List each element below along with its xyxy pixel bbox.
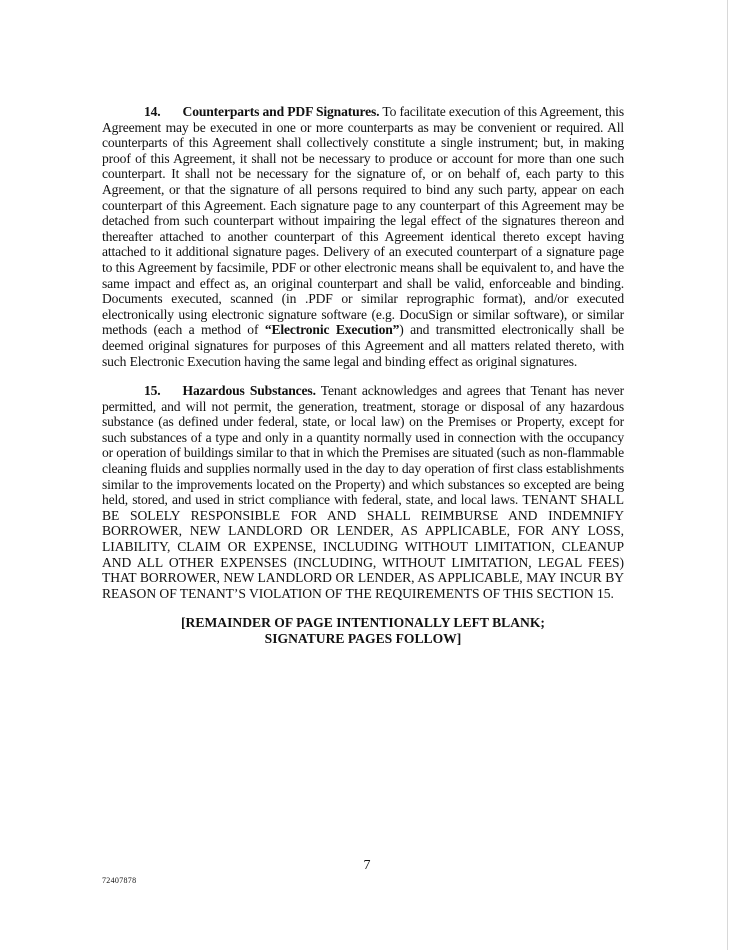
blank-notice-line-1: [REMAINDER OF PAGE INTENTIONALLY LEFT BLANK; bbox=[181, 615, 545, 631]
blank-notice-line-2: SIGNATURE PAGES FOLLOW] bbox=[264, 631, 462, 647]
section-14-heading: Counterparts and PDF Signatures. bbox=[182, 104, 380, 119]
section-15-number: 15. bbox=[144, 383, 161, 399]
section-14-text: To facilitate execution of this Agreement, this Agreement may be executed in one or more counterparts as may be convenient or required. All counterparts of this Agreement shall collectively constitute a single instrument; but, in making proof of this Agreement, it shall not be necessary to produce or account for more than one such counterpart. It shall not be necessary for the signature of, or on behalf of, each party to this Agreement, or that the signature of all persons required to bind any such party, appear on each counterpart of this Agreement. Each signature page to any counterpart of this Agreement may be detached from such counterpart without impairing the legal effect of the signatures thereon and thereafter attached to another counterpart of this Agreement identical thereto except having attached to it additional signature pages. Delivery of an executed counterpart of a signature page to this Agreement by facsimile, PDF or other electronic means shall be equivalent to, and have the same impact and effect as, an original counterpart and shall be valid, enforceable and binding. Documents executed, scanned (in .PDF or similar reprographic format), and/or executed electronically using electronic signature software (e.g. DocuSign or similar software), or similar methods (each a method of bbox=[102, 104, 624, 338]
section-14-paragraph bbox=[102, 104, 624, 369]
section-15-indemnity-text: TENANT SHALL BE SOLELY RESPONSIBLE FOR AND SHALL REIMBURSE AND INDEMNIFY BORROWER, NEW LANDLORD OR LENDER, AS APPLICABLE, FOR ANY LOSS, LIABILITY, CLAIM OR EXPENSE, INCLUDING WITHOUT LIMITATION, CLEANUP AND ALL OTHER EXPENSES (INCLUDING, WITHOUT LIMITATION, LEGAL FEES) THAT BORROWER, NEW LANDLORD OR LENDER, AS APPLICABLE, MAY INCUR BY REASON OF TENANT’S VIOLATION OF THE REQUIREMENTS OF THIS SECTION 15. bbox=[102, 492, 624, 601]
section-14-text-continued: ) and transmitted electronically shall be deemed original signatures for purposes of this Agreement and all matters related thereto, with such Electronic Execution having the same legal and binding effect as original signatures. bbox=[102, 322, 624, 369]
section-15-heading: Hazardous Substances. bbox=[182, 383, 316, 399]
remainder-blank-notice bbox=[102, 615, 624, 647]
document-body bbox=[102, 104, 624, 647]
electronic-execution-term: “Electronic Execution” bbox=[264, 322, 400, 338]
page-number: 7 bbox=[363, 858, 371, 873]
section-15-text: Tenant acknowledges and agrees that Tenant has never permitted, and will not permit, the generation, treatment, storage or disposal of any hazardous substance (as defined under federal, state, or local law) on the Premises or Property, except for such substances of a type and only in a quantity normally used in connection with the occupancy or operation of buildings similar to that in which the Premises are situated (such as non-flammable cleaning fluids and supplies normally used in the day to day operation of first class establishments similar to the improvements located on the Property) and which substances so excepted are being held, stored, and used in strict compliance with federal, state, and local laws. bbox=[102, 383, 624, 508]
page-edge-line bbox=[727, 0, 728, 950]
section-15-paragraph bbox=[102, 383, 624, 601]
section-14-number: 14. bbox=[144, 104, 161, 119]
document-id: 72407878 bbox=[102, 876, 137, 885]
